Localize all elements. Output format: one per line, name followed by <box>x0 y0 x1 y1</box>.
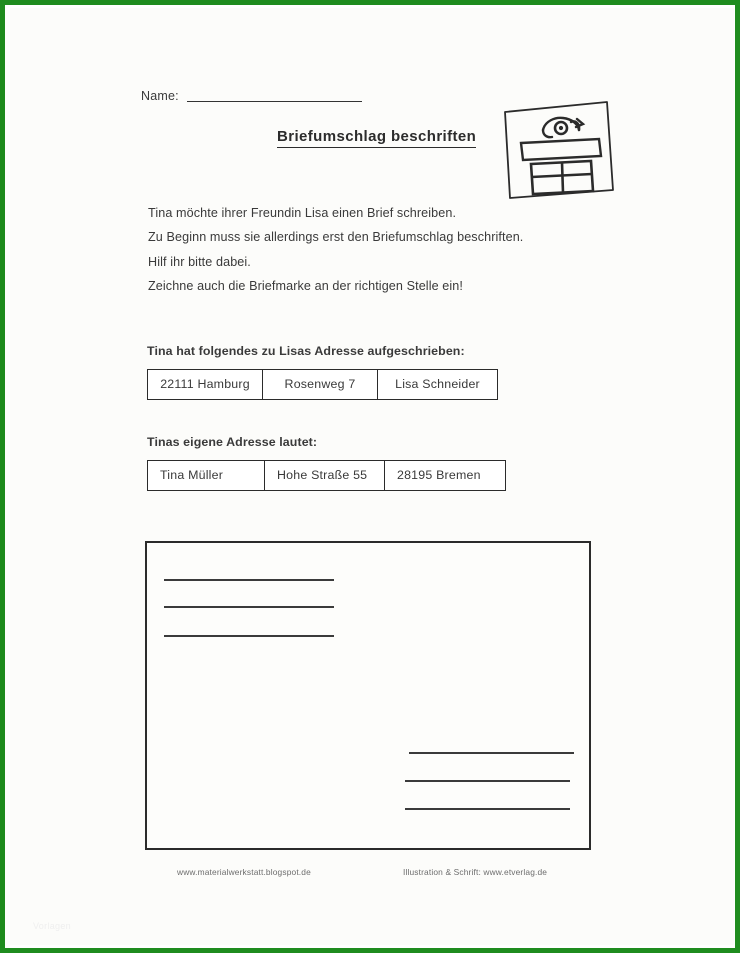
intro-line: Hilf ihr bitte dabei. <box>148 254 251 269</box>
intro-paragraph <box>148 206 568 304</box>
worksheet-sheet <box>10 8 734 945</box>
address-cell: Tina Müller <box>148 461 265 490</box>
name-label: Name: <box>141 89 179 103</box>
envelope-recipient-line[interactable] <box>405 780 570 782</box>
footer-left-text: www.materialwerkstatt.blogspot.de <box>177 867 311 877</box>
address-cell: Lisa Schneider <box>395 377 480 391</box>
name-write-line[interactable] <box>187 101 362 102</box>
address-table <box>147 460 506 491</box>
name-field-row <box>141 90 362 104</box>
intro-line: Tina möchte ihrer Freundin Lisa einen Brief schreiben. <box>148 206 457 220</box>
footer-right-text: Illustration & Schrift: www.etverlag.de <box>403 867 548 877</box>
address-block-tina <box>147 435 506 491</box>
envelope-recipient-line[interactable] <box>409 752 574 754</box>
intro-line: Zu Beginn muss sie allerdings erst den Briefumschlag beschriften. <box>148 230 524 245</box>
envelope-recipient-line[interactable] <box>405 808 570 810</box>
worksheet-content <box>10 8 734 945</box>
post-office-building-illustration <box>499 98 619 203</box>
address-cell: Hohe Straße 55 <box>265 461 385 490</box>
footer-credit <box>403 862 547 880</box>
footer-source-url <box>177 862 311 880</box>
intro-line: Zeichne auch die Briefmarke an der richtigen Stelle ein! <box>148 279 464 294</box>
address-cell: 28195 Bremen <box>397 468 481 482</box>
address-block-caption: Tinas eigene Adresse lautet: <box>147 435 318 449</box>
address-table <box>147 369 498 400</box>
address-cell: 22111 Hamburg <box>148 370 263 399</box>
envelope-drawing-area[interactable] <box>145 541 591 850</box>
envelope-sender-line[interactable] <box>164 606 334 608</box>
page-title: Briefumschlag beschriften <box>277 128 476 148</box>
address-cell: Rosenweg 7 <box>263 370 378 399</box>
address-block-lisa <box>147 344 498 400</box>
address-block-caption: Tina hat folgendes zu Lisas Adresse aufgeschrieben: <box>147 344 465 358</box>
watermark-label: Vorlagen <box>33 921 71 931</box>
envelope-sender-line[interactable] <box>164 579 334 581</box>
envelope-sender-line[interactable] <box>164 635 334 637</box>
